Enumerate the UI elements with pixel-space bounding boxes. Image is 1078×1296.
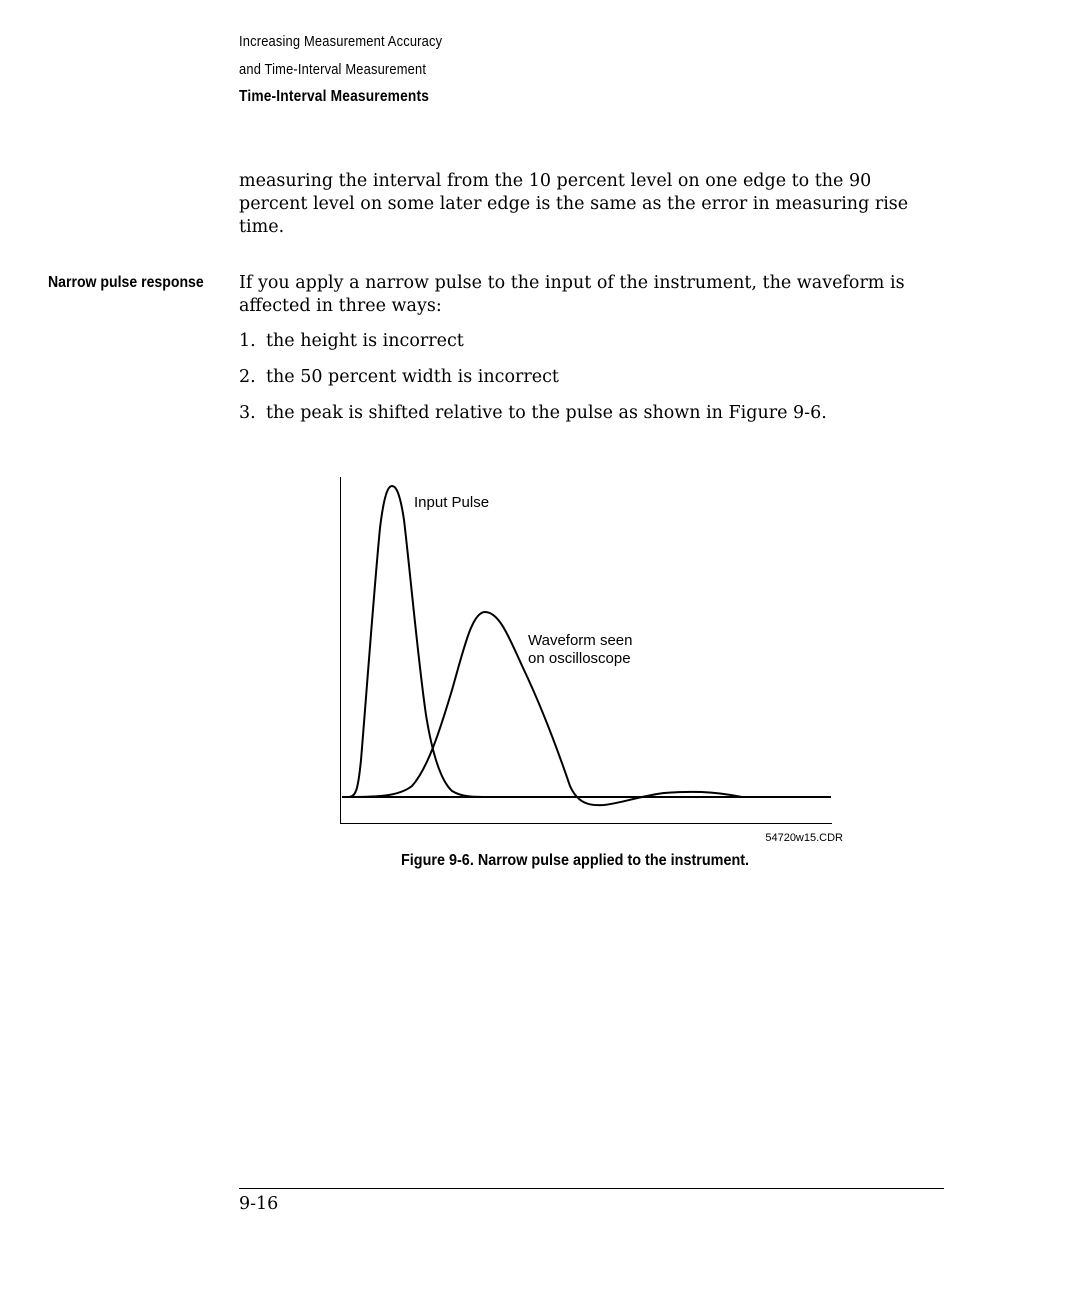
list-item-text: the height is incorrect	[266, 331, 464, 351]
intro-paragraph-line: time.	[239, 217, 285, 237]
figure-caption: Figure 9-6. Narrow pulse applied to the instrument.	[401, 852, 750, 869]
input-pulse-label: Input Pulse	[414, 494, 490, 511]
page-number: 9-16	[239, 1194, 279, 1214]
narrow-pulse-paragraph-line: affected in three ways:	[239, 296, 442, 316]
narrow-pulse-paragraph-line: If you apply a narrow pulse to the input of the instrument, the waveform is	[239, 273, 905, 293]
intro-paragraph-line: measuring the interval from the 10 percent level on one edge to the 90	[239, 171, 872, 191]
narrow-pulse-heading: Narrow pulse response	[48, 274, 204, 291]
figure-file-id: 54720w15.CDR	[765, 832, 843, 844]
header-chapter-line-2: and Time-Interval Measurement	[239, 61, 427, 78]
header-chapter-line-1: Increasing Measurement Accuracy	[239, 33, 443, 50]
list-item-text: the peak is shifted relative to the pulse as shown in Figure 9-6.	[266, 403, 827, 423]
waveform-label-line-2: on oscilloscope	[528, 650, 631, 667]
list-item-number: 1.	[239, 331, 256, 351]
footer-rule	[239, 1188, 944, 1189]
input-pulse-curve	[348, 486, 490, 797]
intro-paragraph-line: percent level on some later edge is the same as the error in measuring rise	[239, 194, 909, 214]
waveform-label-line-1: Waveform seen	[528, 632, 633, 649]
list-item-number: 3.	[239, 403, 256, 423]
list-item-number: 2.	[239, 367, 256, 387]
list-item-text: the 50 percent width is incorrect	[266, 367, 559, 387]
header-section-title: Time-Interval Measurements	[239, 88, 430, 105]
